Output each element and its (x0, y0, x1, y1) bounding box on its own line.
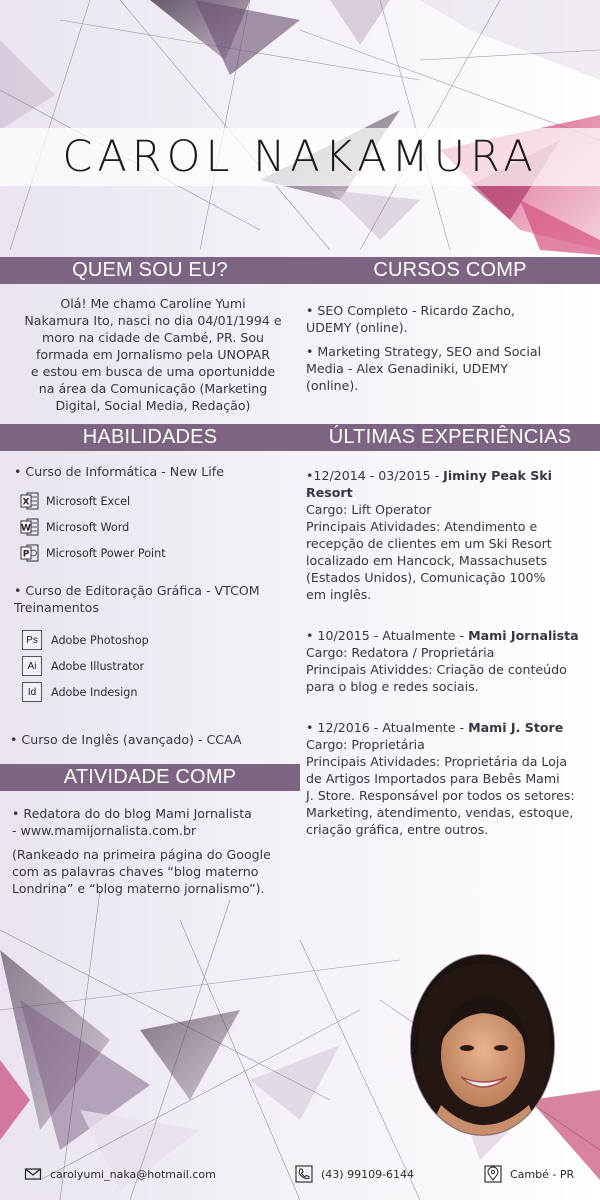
activity-line: • Redatora do do blog Mami Jornalista (12, 806, 252, 821)
software-label: Adobe Indesign (51, 685, 138, 699)
contact-phone[interactable] (295, 1160, 414, 1188)
experience-desc-line: recepção de clientes em um Ski Resort (306, 536, 552, 551)
section-courses-header (300, 257, 600, 284)
excel-icon (20, 491, 40, 511)
section-skills-title: HABILIDADES (82, 426, 218, 448)
about-line: Olá! Me chamo Caroline Yumi (60, 296, 246, 311)
course-line: • Marketing Strategy, SEO and Social (306, 344, 542, 359)
software-label: Microsoft Excel (46, 494, 131, 508)
experience-desc-line: de Artigos Importados para Bebês Mami (306, 771, 560, 786)
section-skills-header (0, 424, 300, 451)
section-courses-title: CURSOS COMP (373, 259, 527, 281)
section-about-title: QUEM SOU EU? (72, 259, 228, 281)
powerpoint-icon (20, 543, 40, 563)
experience-desc-line: localizado em Hancock, Massachusets (306, 553, 548, 568)
indesign-icon: Id (22, 682, 42, 702)
software-item (20, 488, 290, 514)
software-item (22, 679, 292, 705)
photoshop-icon: Ps (22, 630, 42, 650)
software-label: Adobe Illustrator (51, 659, 145, 673)
experience-desc-line: Principais Atividades: Proprietária da Loja (306, 754, 568, 769)
contact-email-text: carolyumi_naka@hotmail.com (50, 1167, 216, 1181)
software-item (20, 514, 290, 540)
about-line: Digital, Social Media, Redação) (55, 398, 251, 413)
experience-role: Cargo: Lift Operator (306, 502, 432, 517)
software-item (22, 627, 292, 653)
skills-course-2-line: • Curso de Editoração Gráfica - VTCOM (14, 583, 260, 598)
activity-note-line: com as palavras chaves “blog materno (12, 864, 259, 879)
software-label: Adobe Photoshop (51, 633, 149, 647)
about-line: na área da Comunicação (Marketing (38, 381, 268, 396)
phone-icon (295, 1165, 313, 1183)
experience-desc-line: em inglês. (306, 587, 372, 602)
excel-icon-letter: X (22, 497, 30, 508)
skills-course-1: • Curso de Informática - New Life (14, 464, 224, 479)
course-item (306, 302, 596, 336)
experience-item (306, 719, 596, 838)
skills-course-3: • Curso de Inglês (avançado) - CCAA (10, 732, 242, 747)
experience-item (306, 467, 596, 603)
experience-desc-line: Principais Atividades: Atendimento e (306, 519, 538, 534)
course-line: • SEO Completo - Ricardo Zacho, (306, 303, 516, 318)
experience-desc-line: Marketing, atendimento, vendas, estoque, (306, 805, 574, 820)
software-label: Microsoft Word (46, 520, 130, 534)
software-item (20, 540, 290, 566)
about-line: moro na cidade de Cambé, PR. Sou (41, 330, 265, 345)
section-experience-header (300, 424, 600, 451)
contact-location-text: Cambé - PR (510, 1167, 575, 1181)
section-activity-header (0, 764, 300, 791)
experience-company: Mami J. Store (468, 720, 564, 735)
powerpoint-icon-letter: P (22, 549, 30, 560)
about-line: formada em Jornalismo pela UNOPAR (35, 347, 271, 362)
software-label: Microsoft Power Point (46, 546, 166, 560)
page-title: CAROL NAKAMURA (62, 132, 538, 182)
experience-desc-line: (Estados Unidos), Comunicação 100% (306, 570, 546, 585)
experience-desc-line: Principais Atividdes: Criação de conteúdo (306, 662, 567, 677)
experience-company: Jiminy Peak Ski (443, 468, 552, 483)
about-text (8, 295, 298, 414)
experience-period: • 10/2015 - Atualmente - (306, 628, 469, 643)
location-pin-icon (484, 1165, 502, 1183)
word-icon (20, 517, 40, 537)
activity-text (12, 805, 304, 897)
profile-photo (410, 954, 555, 1136)
software-item (22, 653, 292, 679)
experience-item (306, 627, 596, 695)
contact-phone-text: (43) 99109-6144 (321, 1167, 415, 1181)
activity-line: - www.mamijornalista.com.br (12, 823, 197, 838)
courses-list (306, 302, 596, 394)
skills-course-2 (14, 582, 298, 616)
activity-note-line: (Rankeado na primeira página do Google (12, 847, 271, 862)
adobe-software-list (22, 627, 292, 705)
section-about-header (0, 257, 300, 284)
experience-desc-line: criação gráfica, entre outros. (306, 822, 489, 837)
experience-desc-line: para o blog e redes sociais. (306, 679, 479, 694)
experience-desc-line: J. Store. Responsável por todos os setores: (306, 788, 575, 803)
email-icon (24, 1165, 42, 1183)
about-line: Nakamura Ito, nasci no dia 04/01/1994 e (24, 313, 282, 328)
about-line: e estou em busca de uma oportunidde (30, 364, 276, 379)
experience-period: •12/2014 - 03/2015 - (306, 468, 444, 483)
contact-bar (0, 1160, 600, 1188)
activity-note-line: Londrina” e “blog materno jornalismo”). (12, 881, 265, 896)
word-icon-letter: W (21, 523, 31, 534)
experience-list (306, 467, 596, 838)
section-experience-title: ÚLTIMAS EXPERIÊNCIAS (328, 426, 572, 448)
experience-company: Mami Jornalista (468, 628, 579, 643)
experience-role: Cargo: Proprietária (306, 737, 425, 752)
office-software-list (20, 488, 290, 566)
skills-course-2-line: Treinamentos (14, 600, 99, 615)
contact-location[interactable] (484, 1160, 574, 1188)
illustrator-icon: Ai (22, 656, 42, 676)
experience-period: • 12/2016 - Atualmente - (306, 720, 469, 735)
course-line: Media - Alex Genadiniki, UDEMY (306, 361, 508, 376)
course-line: (online). (306, 378, 359, 393)
experience-role: Cargo: Redatora / Proprietária (306, 645, 495, 660)
course-item (306, 343, 596, 394)
experience-company-cont: Resort (306, 485, 353, 500)
section-activity-title: ATIVIDADE COMP (63, 766, 237, 788)
course-line: UDEMY (online). (306, 320, 408, 335)
contact-email[interactable] (24, 1160, 216, 1188)
